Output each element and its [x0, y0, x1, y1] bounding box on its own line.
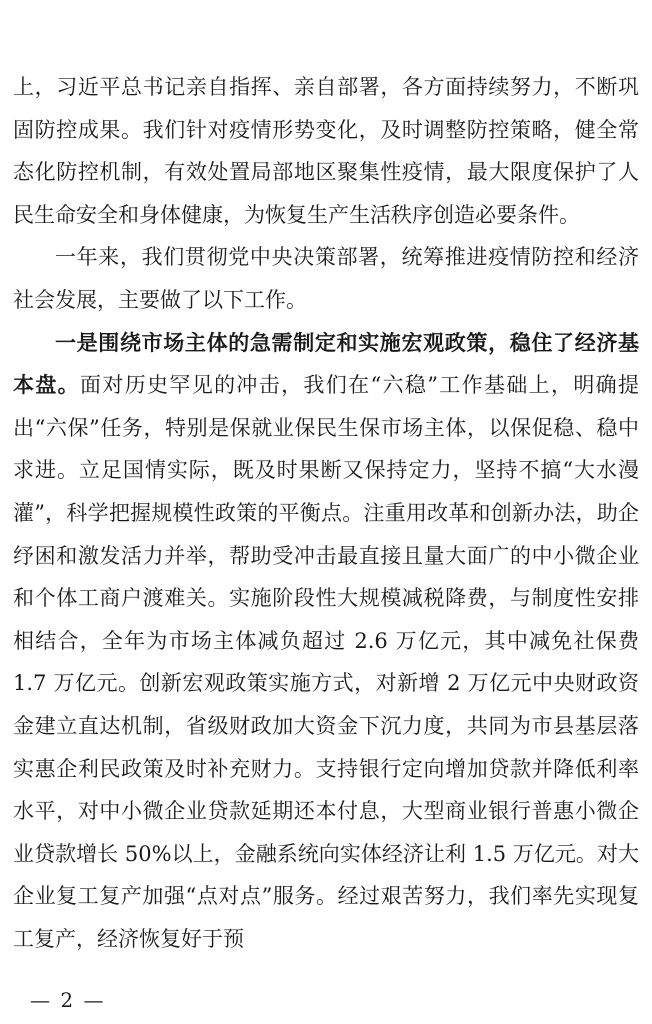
paragraph-2-text: 一年来，我们贯彻党中央决策部署，统筹推进疫情防控和经济社会发展，主要做了以下工作。	[13, 245, 639, 312]
paragraph-3-text: 面对历史罕见的冲击，我们在“六稳”工作基础上，明确提出“六保”任务，特别是保就业保民生保市场主体，以保促稳、稳中求进。立足国情实际，既及时果断又保持定力，坚持不搞“大水漫灌”，科学把握规模性政策的平衡点。注重用改革和创新办法，助企纾困和激发活力并举，帮助受冲击最直接且量大面广的中小微企业和个体工商户渡难关。实施阶段性大规模减税降费，与制度性安排相结合，全年为市场主体减负超过 2.6 万亿元，其中减免社保费 1.7 万亿元。创新宏观政策实施方式，对新增 2 万亿元中央财政资金建立直达机制，省级财政加大资金下沉力度，共同为市县基层落实惠企利民政策及时补充财力。支持银行定向增加贷款并降低利率水平，对中小微企业贷款延期还本付息，大型商业银行普惠小微企业贷款增长 50%以上，金融系统向实体经济让利 1.5 万亿元。对大企业复工复产加强“点对点”服务。经过艰苦努力，我们率先实现复工复产，经济恢复好于预	[13, 373, 639, 951]
document-body	[13, 66, 639, 960]
paragraph-2	[13, 236, 639, 321]
page-number: — 2 —	[30, 988, 106, 1012]
paragraph-3	[13, 322, 639, 961]
paragraph-3-bold-lead: 一是围绕市场主体的急需制定和实施宏观政策，稳住了经济基本盘。	[13, 329, 639, 398]
paragraph-1-text: 上，习近平总书记亲自指挥、亲自部署，各方面持续努力，不断巩固防控成果。我们针对疫情形势变化，及时调整防控策略，健全常态化防控机制，有效处置局部地区聚集性疫情，最大限度保护了人民生命安全和身体健康，为恢复生产生活秩序创造必要条件。	[13, 75, 639, 227]
paragraph-1	[13, 66, 639, 236]
